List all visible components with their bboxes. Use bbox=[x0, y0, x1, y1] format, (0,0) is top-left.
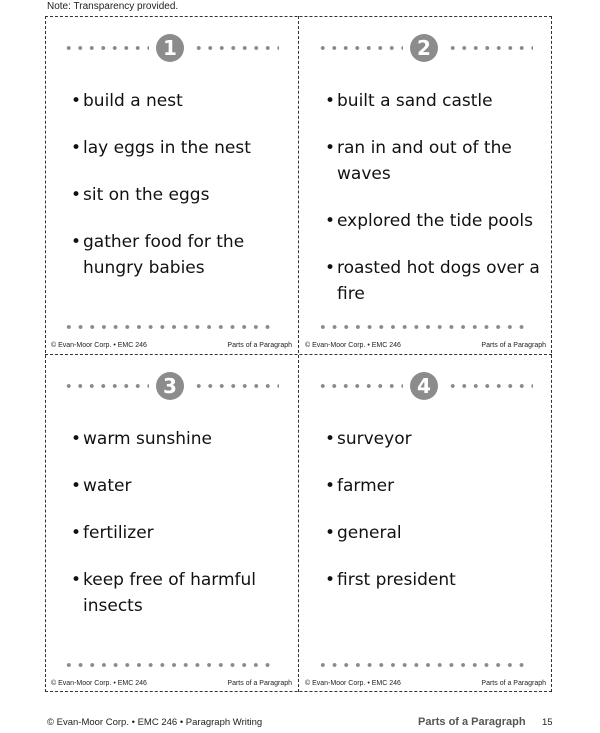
page-copyright: © Evan-Moor Corp. • EMC 246 • Paragraph Writing bbox=[47, 717, 263, 728]
bullet-icon: • bbox=[325, 91, 336, 111]
list-item: • built a sand castle bbox=[325, 88, 547, 114]
dotted-rule bbox=[63, 325, 273, 329]
bullet-icon: • bbox=[71, 523, 82, 543]
bullet-icon: • bbox=[325, 211, 336, 231]
dotted-rule bbox=[193, 46, 279, 50]
detail-list bbox=[71, 88, 293, 302]
card-number-badge: 2 bbox=[410, 34, 438, 62]
card-4 bbox=[299, 354, 552, 692]
card-3 bbox=[45, 354, 298, 692]
bullet-icon: • bbox=[71, 476, 82, 496]
bullet-icon: • bbox=[71, 138, 82, 158]
bullet-icon: • bbox=[71, 91, 82, 111]
dotted-rule bbox=[447, 384, 533, 388]
card-number-badge: 3 bbox=[156, 372, 184, 400]
card-header bbox=[317, 372, 527, 400]
card-copyright: © Evan-Moor Corp. • EMC 246 bbox=[305, 342, 401, 349]
list-item: • lay eggs in the nest bbox=[71, 135, 293, 161]
dotted-rule bbox=[63, 46, 149, 50]
list-item: • ran in and out of the waves bbox=[325, 135, 547, 187]
card-copyright: © Evan-Moor Corp. • EMC 246 bbox=[305, 680, 401, 687]
card-header bbox=[63, 372, 273, 400]
dotted-rule bbox=[193, 384, 279, 388]
card-2 bbox=[299, 16, 552, 354]
dotted-rule bbox=[317, 46, 403, 50]
list-item: • explored the tide pools bbox=[325, 208, 547, 234]
card-1 bbox=[45, 16, 298, 354]
card-copyright: © Evan-Moor Corp. • EMC 246 bbox=[51, 680, 147, 687]
list-item: • fertilizer bbox=[71, 520, 293, 546]
list-item: • warm sunshine bbox=[71, 426, 293, 452]
card-subject: Parts of a Paragraph bbox=[481, 680, 546, 687]
list-item: • farmer bbox=[325, 473, 547, 499]
bullet-icon: • bbox=[71, 185, 82, 205]
list-item: • sit on the eggs bbox=[71, 182, 293, 208]
list-item: • water bbox=[71, 473, 293, 499]
card-header bbox=[317, 34, 527, 62]
list-item: • roasted hot dogs over a fire bbox=[325, 255, 547, 307]
transparency-note: Note: Transparency provided. bbox=[47, 1, 179, 12]
bullet-icon: • bbox=[325, 476, 336, 496]
bullet-icon: • bbox=[325, 429, 336, 449]
bullet-icon: • bbox=[325, 138, 336, 158]
list-item: • keep free of harmful insects bbox=[71, 567, 293, 619]
dotted-rule bbox=[63, 384, 149, 388]
card-number-badge: 4 bbox=[410, 372, 438, 400]
bullet-icon: • bbox=[71, 232, 82, 252]
card-footer bbox=[305, 680, 546, 687]
card-subject: Parts of a Paragraph bbox=[481, 342, 546, 349]
dotted-rule bbox=[317, 384, 403, 388]
dotted-rule bbox=[63, 663, 273, 667]
dotted-rule bbox=[317, 325, 527, 329]
detail-list bbox=[325, 426, 547, 614]
bullet-icon: • bbox=[71, 570, 82, 590]
dotted-rule bbox=[317, 663, 527, 667]
bullet-icon: • bbox=[325, 258, 336, 278]
card-footer bbox=[305, 342, 546, 349]
list-item: • first president bbox=[325, 567, 547, 593]
card-header bbox=[63, 34, 273, 62]
bullet-icon: • bbox=[71, 429, 82, 449]
page-footer-title: Parts of a Paragraph bbox=[418, 716, 526, 728]
list-item: • build a nest bbox=[71, 88, 293, 114]
bullet-icon: • bbox=[325, 570, 336, 590]
list-item: • general bbox=[325, 520, 547, 546]
card-footer bbox=[51, 342, 292, 349]
card-number-badge: 1 bbox=[156, 34, 184, 62]
dotted-rule bbox=[447, 46, 533, 50]
bullet-icon: • bbox=[325, 523, 336, 543]
card-subject: Parts of a Paragraph bbox=[227, 342, 292, 349]
page-number: 15 bbox=[542, 717, 553, 728]
card-footer bbox=[51, 680, 292, 687]
list-item: • surveyor bbox=[325, 426, 547, 452]
detail-list bbox=[325, 88, 547, 328]
detail-list bbox=[71, 426, 293, 640]
list-item: • gather food for the hungry babies bbox=[71, 229, 293, 281]
card-subject: Parts of a Paragraph bbox=[227, 680, 292, 687]
card-copyright: © Evan-Moor Corp. • EMC 246 bbox=[51, 342, 147, 349]
